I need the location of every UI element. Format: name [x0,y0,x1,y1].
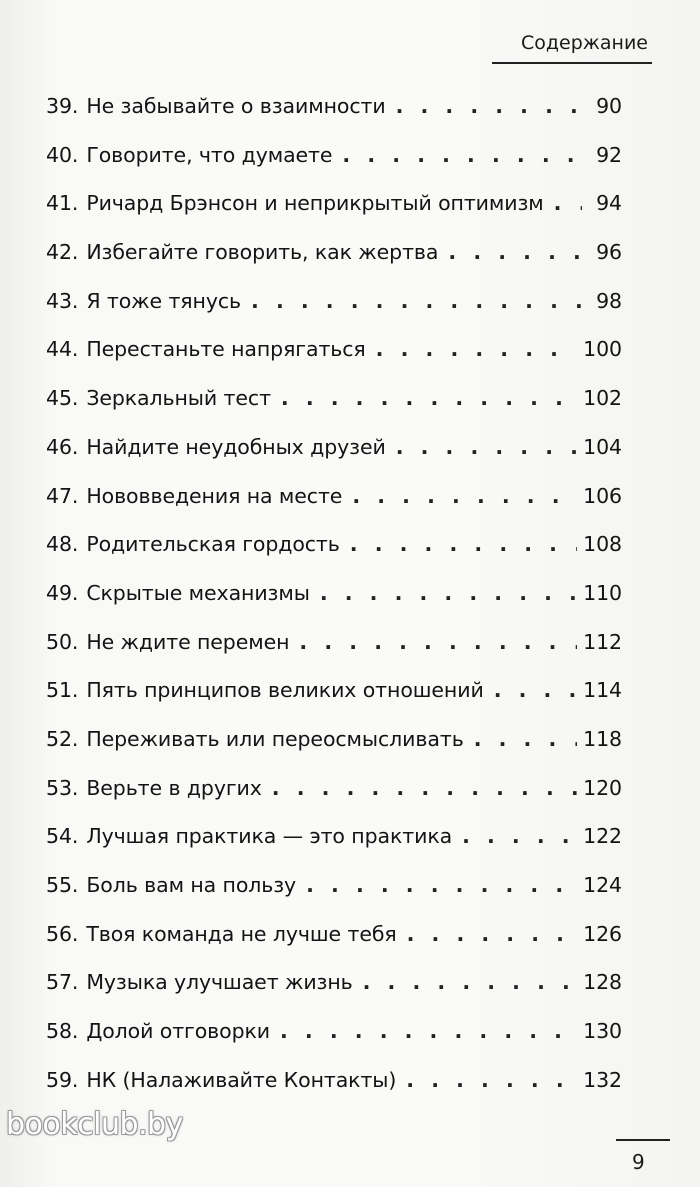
toc-entry-title: Твоя команда не лучше тебя [86,921,397,946]
toc-entry-number: 43. [46,288,79,313]
toc-entry-number: 58. [46,1019,79,1044]
toc-entry-number: 57. [46,970,79,995]
toc-dot-leader [350,520,577,569]
toc-dot-leader [396,82,582,131]
toc-dot-leader [272,764,577,813]
toc-entry-page: 132 [583,1067,622,1092]
toc-entry-title: Нововведения на месте [86,483,343,508]
toc-entry-page: 90 [596,94,622,118]
toc-entry-page: 94 [596,191,622,216]
toc-entry[interactable] [46,179,622,228]
toc-entry-number: 39. [46,94,79,118]
toc-dot-leader [251,277,582,326]
toc-entry[interactable] [46,861,622,910]
toc-entry-title: Переживать или переосмысливать [86,726,464,751]
toc-entry-title: Пять принципов великих отношений [86,678,484,703]
toc-entry[interactable] [46,374,622,423]
toc-entry[interactable] [46,131,622,180]
toc-dot-leader [554,179,582,228]
toc-entry-title: Не ждите перемен [86,629,290,654]
toc-entry-page: 102 [583,386,622,411]
toc-entry-page: 124 [583,873,622,897]
section-title: Содержание [521,32,648,54]
toc-entry[interactable] [46,812,622,861]
toc-entry[interactable] [46,325,622,374]
toc-entry-title: Говорите, что думаете [86,142,333,167]
toc-entry-page: 96 [596,240,622,265]
toc-entry[interactable] [46,1056,622,1105]
toc-entry-title: Музыка улучшает жизнь [86,970,353,995]
toc-entry-page: 112 [583,629,622,654]
toc-entry-page: 130 [583,1019,622,1044]
toc-entry[interactable] [46,472,622,521]
toc-entry-title: Избегайте говорить, как жертва [86,240,439,265]
toc-entry-title: Зеркальный тест [86,386,271,411]
toc-entry-page: 92 [596,142,622,167]
toc-entry-number: 56. [46,921,79,946]
toc-entry-number: 42. [46,240,79,265]
toc-entry-number: 53. [46,775,79,800]
toc-entry-number: 54. [46,824,79,849]
toc-entry[interactable] [46,764,622,813]
toc-entry-number: 46. [46,434,79,459]
toc-dot-leader [363,958,578,1007]
toc-entry[interactable] [46,228,622,277]
toc-entry-page: 98 [596,288,622,313]
footer-rule [616,1139,670,1141]
toc-entry[interactable] [46,910,622,959]
toc-entry-page: 128 [583,970,622,995]
toc-entry-title: Не забывайте о взаимности [86,94,386,118]
toc-entry-title: Лучшая практика — это практика [86,824,453,849]
toc-entry-title: Перестаньте напрягаться [86,337,366,362]
toc-dot-leader [299,618,577,667]
toc-entry-title: Я тоже тянусь [86,288,242,313]
toc-entry-number: 45. [46,386,79,411]
toc-entry-number: 48. [46,532,79,557]
toc-dot-leader [396,423,577,472]
toc-entry-page: 100 [583,337,622,362]
toc-entry-number: 51. [46,678,79,703]
toc-entry[interactable] [46,618,622,667]
header-rule [492,62,652,64]
page-number: 9 [632,1150,645,1174]
toc-dot-leader [342,131,582,180]
toc-dot-leader [320,569,577,618]
toc-entry[interactable] [46,1007,622,1056]
toc-dot-leader [462,812,577,861]
toc-entry-page: 108 [583,532,622,557]
toc-dot-leader [406,1056,577,1105]
toc-dot-leader [448,228,582,277]
table-of-contents [46,82,622,1104]
toc-entry-title: Верьте в других [86,775,262,800]
toc-entry[interactable] [46,958,622,1007]
toc-entry-page: 118 [583,726,622,751]
toc-entry-page: 110 [583,580,622,605]
toc-entry-title: Родительская гордость [86,532,340,557]
toc-entry-page: 106 [583,483,622,508]
toc-entry-page: 114 [583,678,622,703]
toc-dot-leader [407,910,578,959]
toc-entry-title: Скрытые механизмы [86,580,310,605]
toc-entry[interactable] [46,569,622,618]
toc-entry-number: 47. [46,483,79,508]
toc-entry-page: 126 [583,921,622,946]
toc-entry-number: 59. [46,1067,79,1092]
toc-entry-number: 44. [46,337,79,362]
toc-entry-number: 40. [46,142,79,167]
toc-entry[interactable] [46,666,622,715]
toc-entry-number: 50. [46,629,79,654]
toc-entry[interactable] [46,82,622,131]
toc-dot-leader [376,325,577,374]
toc-entry[interactable] [46,423,622,472]
toc-entry-title: Долой отговорки [86,1019,270,1044]
toc-dot-leader [281,374,577,423]
toc-entry-title: Боль вам на пользу [86,873,297,897]
toc-dot-leader [494,666,577,715]
toc-entry-page: 120 [583,775,622,800]
toc-entry[interactable] [46,520,622,569]
toc-entry-page: 122 [583,824,622,849]
toc-dot-leader [352,472,577,521]
toc-entry-number: 55. [46,873,79,897]
toc-entry-number: 49. [46,580,79,605]
toc-entry[interactable] [46,277,622,326]
toc-entry-title: Найдите неудобных друзей [86,434,386,459]
toc-entry-title: НК (Налаживайте Контакты) [86,1067,397,1092]
toc-entry-page: 104 [583,434,622,459]
toc-entry[interactable] [46,715,622,764]
watermark: bookclub.by [6,1107,183,1142]
toc-dot-leader [474,715,577,764]
toc-dot-leader [306,861,577,910]
running-header [492,32,652,64]
toc-entry-number: 41. [46,191,79,216]
toc-entry-title: Ричард Брэнсон и неприкрытый оптимизм [86,191,544,216]
toc-dot-leader [280,1007,577,1056]
toc-entry-number: 52. [46,726,79,751]
